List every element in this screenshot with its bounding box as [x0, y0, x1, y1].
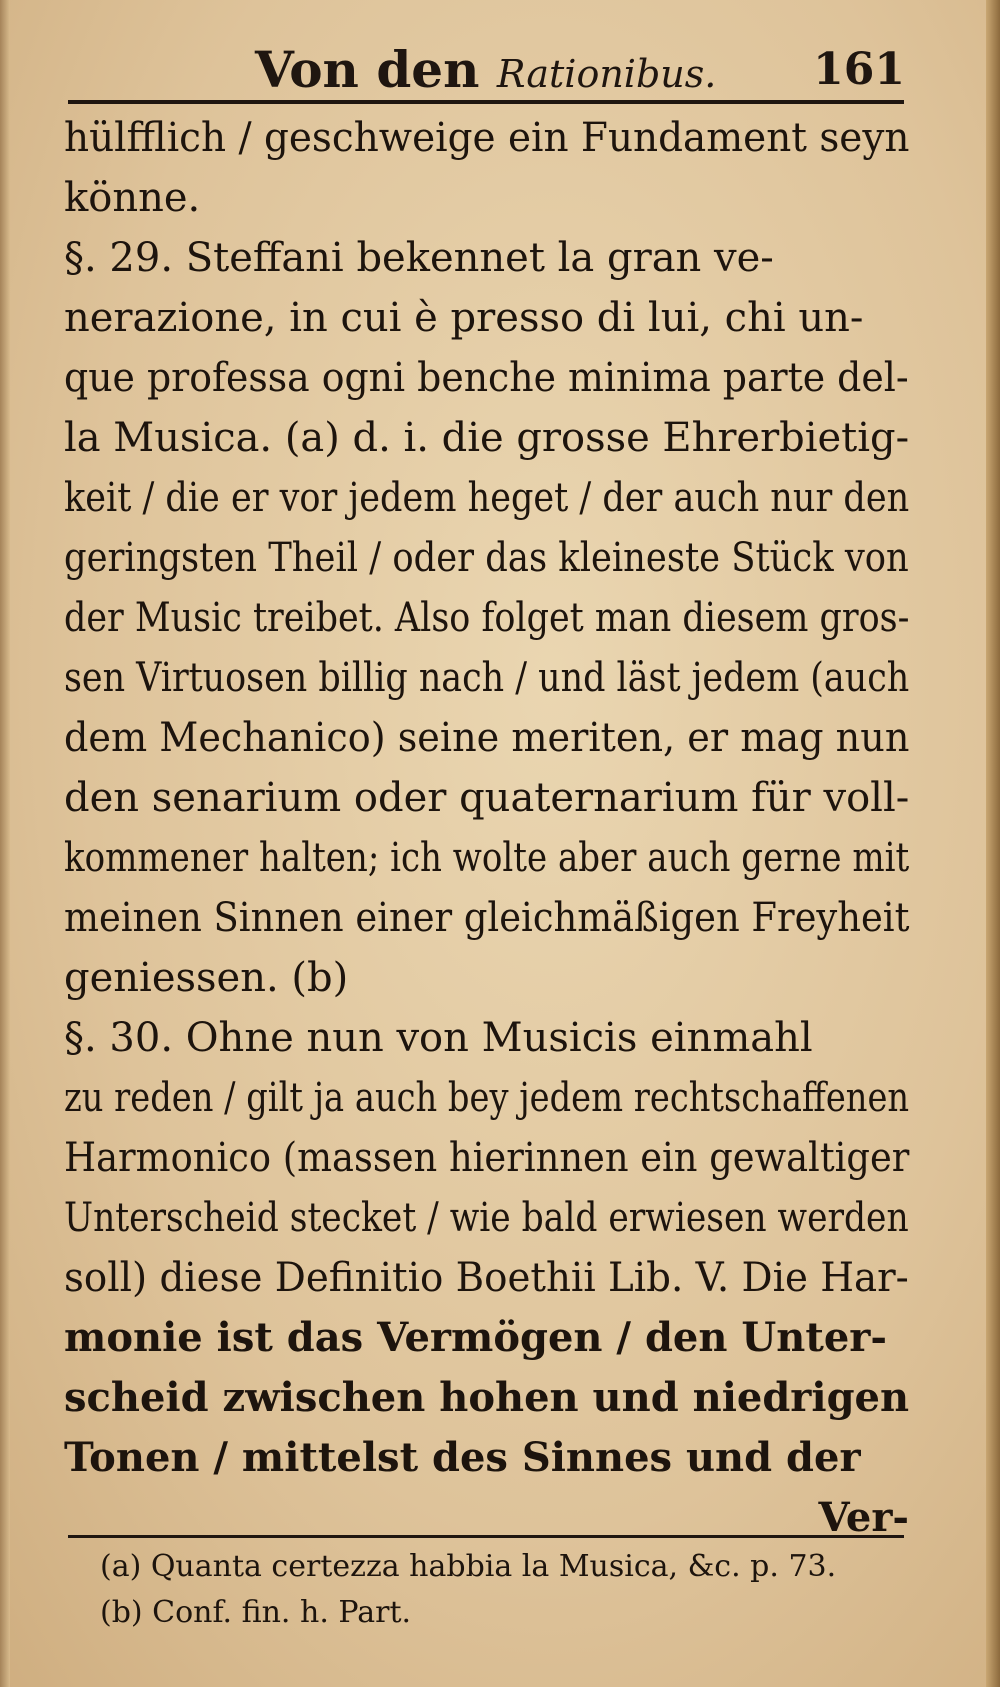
text-line: hülfflich / geschweige ein Fundament seyn: [64, 115, 910, 161]
footnote-rule: [68, 1535, 904, 1543]
text-line: nerazione, in cui è presso di lui, chi un-: [64, 295, 864, 341]
text-line: Harmonico (massen hierinnen ein gewaltiger: [64, 1135, 910, 1181]
catchword: Ver-: [818, 1494, 909, 1541]
text-line: geringsten Theil / oder das kleineste Stück von: [64, 535, 909, 581]
page-header: [255, 40, 905, 102]
text-line: kommener halten; ich wolte aber auch gerne mit: [64, 835, 910, 881]
text-line: la Musica. (a) d. i. die grosse Ehrerbietig-: [64, 415, 910, 461]
text-line: scheid zwischen hohen und niedrigen: [64, 1374, 910, 1421]
text-line: sen Virtuosen billig nach / und läst jedem (auch: [64, 655, 910, 701]
page-gutter-shadow: [0, 0, 10, 1687]
text-line: zu reden / gilt ja auch bey jedem rechtschaffenen: [64, 1075, 910, 1121]
footnote: (a) Quanta certezza habbia la Musica, &c. p. 73.: [100, 1549, 837, 1584]
text-line: keit / die er vor jedem heget / der auch nur den: [64, 475, 910, 521]
running-head: [255, 40, 716, 99]
text-line: soll) diese Definitio Boethii Lib. V. Die Har-: [64, 1255, 909, 1301]
running-head-italic: Rationibus.: [496, 52, 717, 96]
text-line: meinen Sinnen einer gleichmäßigen Freyheit: [64, 895, 910, 941]
footnote: (b) Conf. fin. h. Part.: [100, 1595, 412, 1630]
text-line: §. 29. Steffani bekennet la gran ve-: [64, 235, 774, 281]
text-line: monie ist das Vermögen / den Unter-: [64, 1314, 887, 1361]
text-line: geniessen. (b): [64, 955, 349, 1001]
page-edge: [986, 0, 1000, 1687]
text-line: que professa ogni benche minima parte del-: [64, 355, 909, 401]
page-number: 161: [813, 44, 905, 95]
text-line: Tonen / mittelst des Sinnes und der: [64, 1434, 861, 1481]
text-line: Unterscheid stecket / wie bald erwiesen werden: [64, 1195, 909, 1241]
text-line: der Music treibet. Also folget man diesem gros-: [64, 595, 910, 641]
running-head-text: Von den: [255, 40, 480, 99]
text-line: den senarium oder quaternarium für voll-: [64, 775, 910, 821]
text-line: dem Mechanico) seine meriten, er mag nun: [64, 715, 910, 761]
text-line: §. 30. Ohne nun von Musicis einmahl: [64, 1015, 813, 1061]
text-line: könne.: [64, 175, 201, 221]
